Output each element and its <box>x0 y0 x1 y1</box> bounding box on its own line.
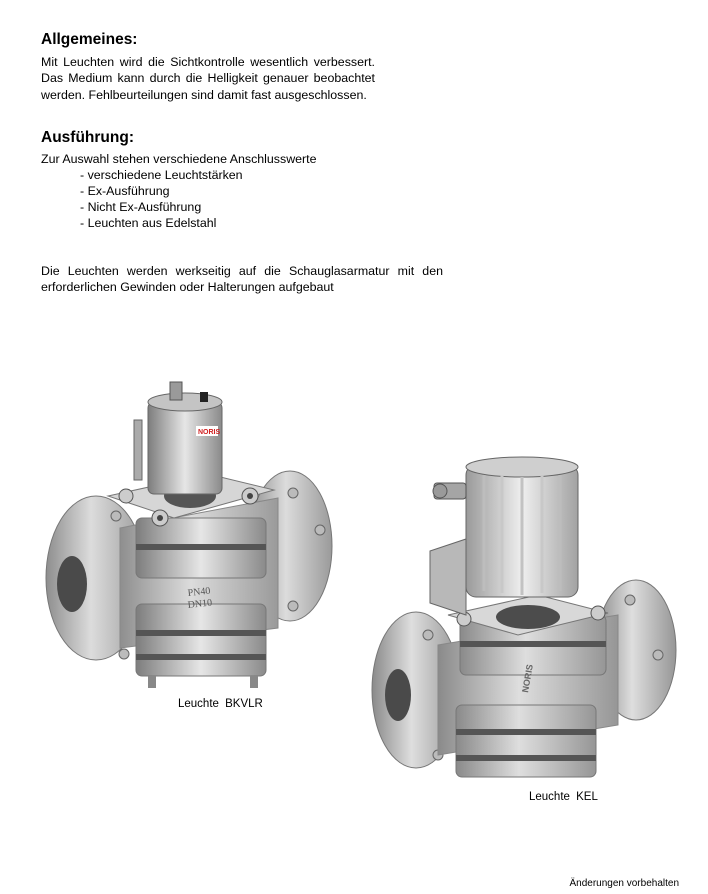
brand-marking: NORIS <box>520 663 535 694</box>
mounting-paragraph: Die Leuchten werden werkseitig auf die Schauglasarmatur mit den erforderlichen Gewinden oder Halterungen aufgebaut <box>41 264 443 295</box>
general-paragraph: Mit Leuchten wird die Sichtkontrolle wesentlich verbessert. Das Medium kann durch die Helligkeit genauer beobachtet werden. Fehlbeurteilungen sind damit fast ausgeschlossen. <box>41 55 375 102</box>
body-marking: DN10 <box>187 597 213 611</box>
list-item: - Ex-Ausführung <box>80 183 243 199</box>
body-marking: PN40 <box>187 585 211 599</box>
list-item: - verschiedene Leuchtstärken <box>80 167 243 183</box>
brand-marking: NORIS <box>198 429 221 436</box>
options-list <box>80 167 243 231</box>
design-intro: Zur Auswahl stehen verschiedene Anschlusswerte <box>41 152 317 166</box>
list-item: - Leuchten aus Edelstahl <box>80 215 243 231</box>
list-item: - Nicht Ex-Ausführung <box>80 199 243 215</box>
heading-general: Allgemeines: <box>41 31 138 48</box>
footer-note: Änderungen vorbehalten <box>569 878 679 889</box>
kel-photo <box>368 455 684 785</box>
caption-bkvlr: Leuchte BKVLR <box>178 698 263 710</box>
heading-design: Ausführung: <box>41 129 134 146</box>
bkvlr-photo <box>38 378 338 693</box>
caption-kel: Leuchte KEL <box>529 791 598 803</box>
